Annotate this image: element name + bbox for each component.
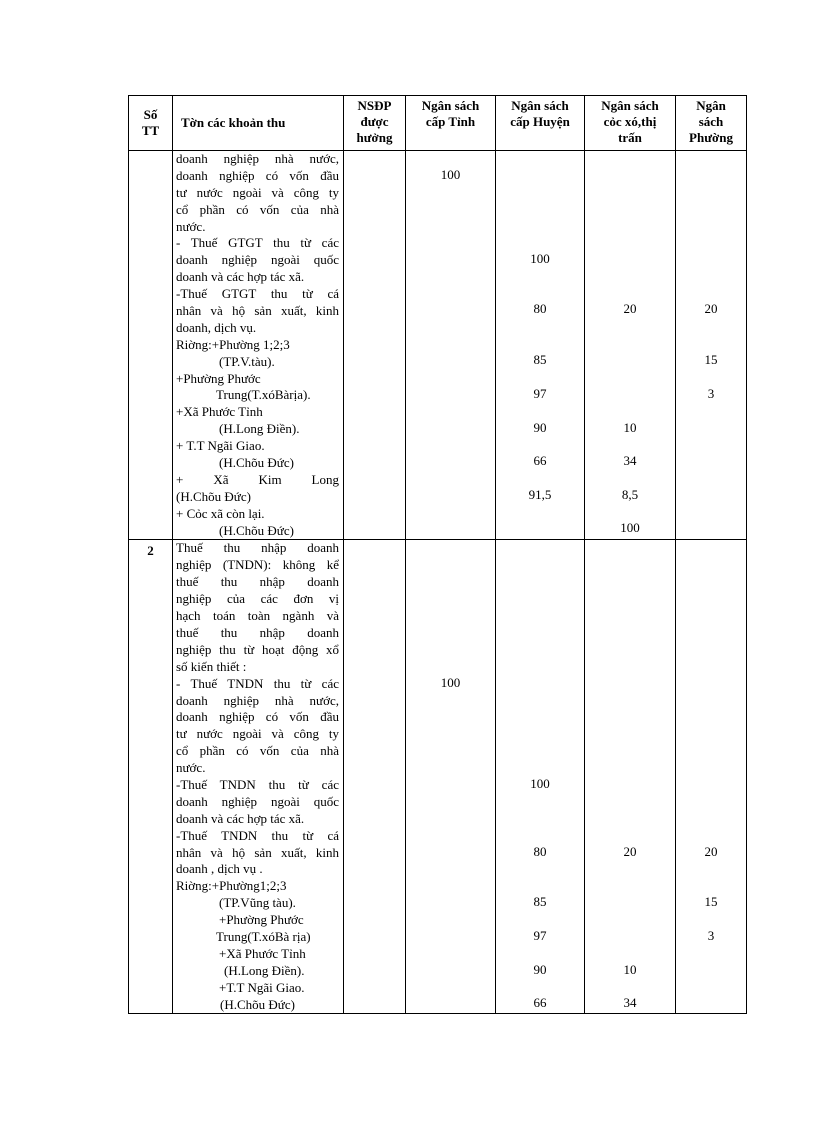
desc-line: doanh, dịch vụ. bbox=[176, 319, 257, 335]
xa-cell bbox=[585, 540, 676, 1014]
row-number: 2 bbox=[129, 540, 173, 1014]
value-huyen: 91,5 bbox=[528, 487, 552, 502]
desc-line: +Xã Phước Tỉnh bbox=[219, 945, 306, 961]
value-phuong: 15 bbox=[704, 352, 718, 367]
value-huyen: 90 bbox=[533, 962, 547, 978]
desc-line: - Thuế TNDN thu từ các bbox=[176, 675, 339, 691]
row-number bbox=[129, 151, 173, 540]
desc-line: nghiệp thu từ hoạt động xổ bbox=[176, 641, 339, 657]
value-phuong: 3 bbox=[707, 928, 715, 944]
header-tinh: Ngân sách cấp Tỉnh bbox=[406, 96, 496, 151]
desc-line: (H.Long Điền). bbox=[224, 962, 305, 978]
header-phuong: Ngân sách Phường bbox=[676, 96, 747, 151]
value-huyen: 80 bbox=[533, 844, 547, 860]
desc-line: hạch toán toàn ngành và bbox=[176, 608, 339, 624]
table-row bbox=[129, 151, 747, 540]
value-phuong: 15 bbox=[704, 894, 718, 910]
header-nsdp: NSĐP được hưởng bbox=[344, 96, 406, 151]
row-description bbox=[173, 540, 344, 1014]
value-xa: 34 bbox=[623, 453, 637, 468]
desc-line: (TP.V.tàu). bbox=[219, 353, 275, 369]
value-tinh: 100 bbox=[440, 675, 461, 691]
header-xa: Ngân sách cỏc xó,thị trấn bbox=[585, 96, 676, 151]
value-phuong: 20 bbox=[704, 301, 718, 316]
desc-line: doanh và các hợp tác xã. bbox=[176, 269, 305, 285]
table-row bbox=[129, 540, 747, 1014]
value-huyen: 85 bbox=[533, 894, 547, 910]
desc-line: tư nước ngoài và công ty bbox=[176, 184, 339, 200]
desc-line: tư nước ngoài và công ty bbox=[176, 726, 339, 742]
desc-line: doanh nghiệp ngoài quốc bbox=[176, 252, 339, 268]
desc-line: số kiến thiết : bbox=[176, 658, 247, 674]
row-description bbox=[173, 151, 344, 540]
revenue-allocation-table bbox=[128, 95, 747, 1014]
value-huyen: 80 bbox=[533, 301, 547, 316]
desc-line: -Thuế TNDN thu từ cá bbox=[176, 827, 339, 843]
desc-line: doanh và các hợp tác xã. bbox=[176, 810, 305, 826]
desc-line: +Xã Phước Tỉnh bbox=[176, 404, 263, 420]
header-row bbox=[129, 96, 747, 151]
desc-line: cổ phần có vốn của nhà bbox=[176, 743, 339, 759]
desc-line: + Xã Kim Long bbox=[176, 471, 339, 487]
desc-line: cổ phần có vốn của nhà bbox=[176, 201, 339, 217]
desc-line: (H.Chõu Đức) bbox=[219, 455, 294, 471]
desc-line: Riờng:+Phường1;2;3 bbox=[176, 878, 287, 894]
desc-line: +T.T Ngãi Giao. bbox=[219, 979, 305, 995]
desc-line: nước. bbox=[176, 760, 206, 776]
desc-line: + Cỏc xã còn lại. bbox=[176, 505, 265, 521]
header-huyen: Ngân sách cấp Huyện bbox=[496, 96, 585, 151]
desc-line: (H.Chõu Đức) bbox=[219, 522, 294, 538]
desc-line: thuế thu nhập doanh bbox=[176, 574, 339, 590]
desc-line: doanh nghiệp nhà nước, bbox=[176, 692, 339, 708]
desc-line: (H.Long Điền). bbox=[219, 421, 300, 437]
value-huyen: 85 bbox=[533, 352, 547, 367]
desc-line: + T.T Ngãi Giao. bbox=[176, 438, 265, 454]
desc-line: doanh nghiệp có vốn đầu bbox=[176, 709, 339, 725]
desc-line: nghiệp của các đơn vị bbox=[176, 591, 339, 607]
value-xa: 100 bbox=[620, 520, 640, 535]
desc-line: (H.Chõu Đức) bbox=[220, 996, 295, 1012]
value-phuong: 20 bbox=[704, 844, 718, 860]
value-huyen: 66 bbox=[533, 453, 547, 468]
phuong-cell bbox=[676, 540, 747, 1014]
value-xa: 34 bbox=[623, 995, 637, 1011]
huyen-cell bbox=[496, 151, 585, 540]
tinh-cell bbox=[406, 540, 496, 1014]
desc-line: Trung(T.xóBà rịa) bbox=[216, 928, 311, 944]
value-huyen: 97 bbox=[533, 386, 547, 401]
value-huyen: 100 bbox=[530, 776, 550, 792]
desc-line: doanh nghiệp có vốn đầu bbox=[176, 167, 339, 183]
desc-line: nhân và hộ sản xuất, kinh bbox=[176, 844, 339, 860]
value-huyen: 66 bbox=[533, 995, 547, 1011]
desc-line: -Thuế TNDN thu từ các bbox=[176, 776, 339, 792]
value-huyen: 100 bbox=[530, 251, 550, 266]
value-xa: 20 bbox=[623, 844, 637, 860]
desc-line: +Phường Phước bbox=[219, 912, 304, 928]
desc-line: nhân và hộ sản xuất, kinh bbox=[176, 303, 339, 319]
desc-line: +Phường Phước bbox=[176, 370, 261, 386]
desc-line: -Thuế GTGT thu từ cá bbox=[176, 286, 339, 302]
nsdp-cell bbox=[344, 151, 406, 540]
desc-line: nước. bbox=[176, 218, 206, 234]
desc-line: thuế thu nhập doanh bbox=[176, 624, 339, 640]
huyen-cell bbox=[496, 540, 585, 1014]
nsdp-cell bbox=[344, 540, 406, 1014]
desc-line: (H.Chõu Đức) bbox=[176, 488, 251, 504]
value-xa: 10 bbox=[623, 420, 637, 435]
desc-line: nghiệp (TNDN): không kể bbox=[176, 557, 339, 573]
xa-cell bbox=[585, 151, 676, 540]
header-no: Số TT bbox=[129, 96, 173, 151]
desc-line: (TP.Vũng tàu). bbox=[219, 895, 296, 911]
desc-line: Trung(T.xóBàrịa). bbox=[216, 387, 311, 403]
value-huyen: 97 bbox=[533, 928, 547, 944]
desc-line: Thuế thu nhập doanh bbox=[176, 540, 339, 556]
value-xa: 8,5 bbox=[621, 487, 639, 502]
tinh-cell bbox=[406, 151, 496, 540]
desc-line: doanh nghiệp ngoài quốc bbox=[176, 793, 339, 809]
phuong-cell bbox=[676, 151, 747, 540]
value-xa: 20 bbox=[623, 301, 637, 316]
value-xa: 10 bbox=[623, 962, 637, 978]
desc-line: - Thuế GTGT thu từ các bbox=[176, 235, 339, 251]
value-phuong: 3 bbox=[707, 386, 715, 401]
desc-line: doanh nghiệp nhà nước, bbox=[176, 151, 339, 166]
value-tinh: 100 bbox=[440, 167, 461, 182]
header-name: Tờn các khoản thu bbox=[173, 96, 344, 151]
desc-line: Riờng:+Phường 1;2;3 bbox=[176, 336, 290, 352]
value-huyen: 90 bbox=[533, 420, 547, 435]
desc-line: doanh , dịch vụ . bbox=[176, 861, 263, 877]
